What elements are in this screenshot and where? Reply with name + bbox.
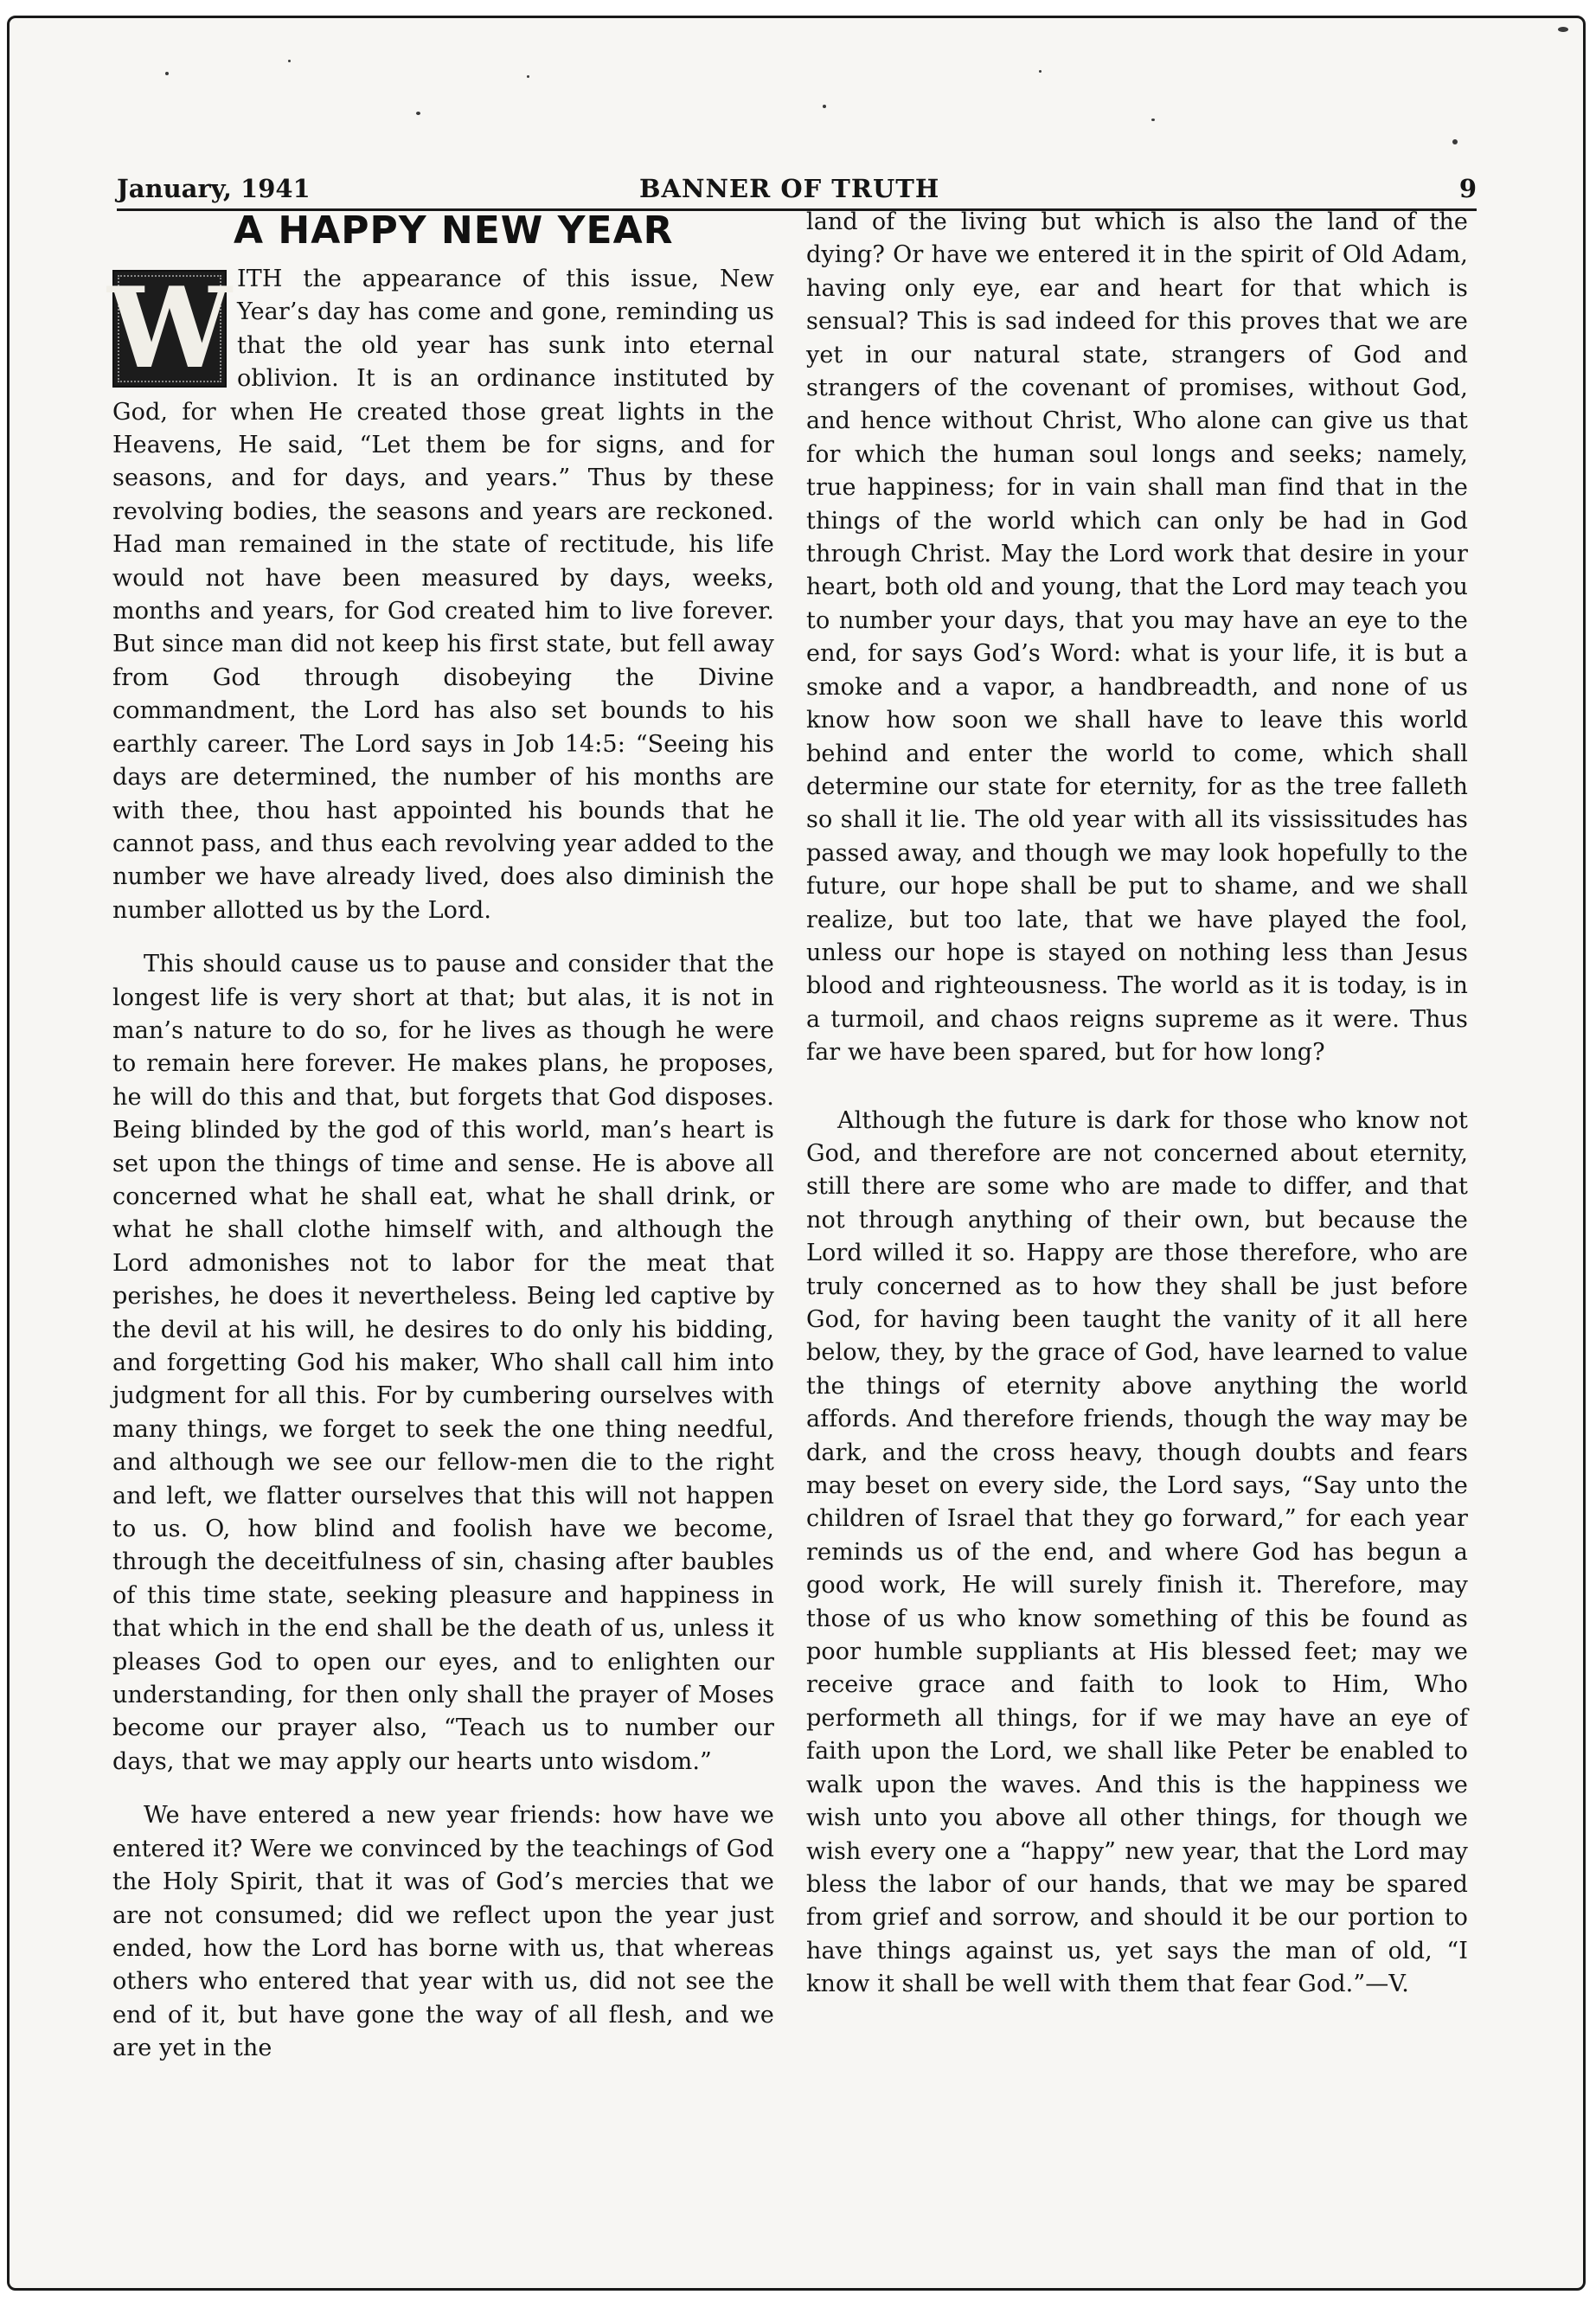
page-number: 9 [1458, 174, 1477, 203]
print-speck [527, 75, 529, 78]
print-speck [1151, 119, 1155, 121]
paragraph-2: This should cause us to pause and consider that the longest life is very short at that; but alas, it is not in man’s nature to do so, for he lives as though he were to remain here forever. He makes plans, he proposes, he will do this and that, but forgets that God disposes. Being blinded by the god of this world, man’s heart is set upon the things of time and sense. He is above all concerned what he shall eat, what he shall drink, or what he shall clothe himself with, and although the Lord admonishes not to labor for the meat that perishes, he does it nevertheless. Being led captive by the devil at his will, he desires to do only his bidding, and forgetting God his maker, Who shall call him into judgment for all this. For by cumbering ourselves with many things, we forget to seek the one thing needful, and although we see our fellow-men die to the right and left, we flatter ourselves that this will not happen to us. O, how blind and foolish have we become, through the deceitfulness of sin, chasing after baubles of this time state, seeking pleasure and happiness in that which in the end shall be the death of us, unless it pleases God to open our eyes, and to enlighten our understanding, for then only shall the prayer of Moses become our prayer also, “Teach us to number our days, that we may apply our hearts unto wisdom.” [112, 951, 774, 1775]
paragraph-4: Although the future is dark for those who know not God, and therefore are not concerned about eternity, still there are some who are made to differ, and that not through anything of their own, but because the Lord willed it so. Happy are those therefore, who are truly concerned as to how they shall be just before God, for having been taught the vanity of it all here below, they, by the grace of God, have learned to value the things of eternity above anything the world affords. And therefore friends, though the way may be dark, and the cross heavy, though doubts and fears may beset on every side, the Lord says, “Say unto the children of Israel that they go forward,” for each year reminds us of the end, and where God has begun a good work, He will surely finish it. Therefore, may those of us who know something of this be found as poor humble suppliants at His blessed feet; may we receive grace and faith to look to Him, Who performeth all things, for if we may have an eye of faith upon the Lord, we shall like Peter be enabled to walk upon the waves. And this is the happiness we wish unto you above all other things, for though we wish every one a “happy” new year, that the Lord may bless the labor of our hands, that we may be spared from grief and sorrow, and should it be our portion to have things against us, yet says the man of old, “I know it shall be well with them that fear God.”—V. [806, 1106, 1468, 1998]
print-speck [1039, 70, 1042, 73]
paragraph-3: We have entered a new year friends: how have we entered it? Were we convinced by the teachings of God the Holy Spirit, that it was of God’s mercies that we are not consumed; did we reflect upon the year just ended, how the Lord has borne with us, that whereas others who entered that year with us, did not see the end of it, but have gone the way of all flesh, and we are yet in the [112, 1802, 774, 2062]
print-speck [823, 105, 826, 108]
print-speck [1452, 139, 1458, 144]
article-title: A HAPPY NEW YEAR [234, 208, 674, 253]
right-column [806, 206, 1468, 2002]
publication-title: BANNER OF TRUTH [639, 174, 940, 203]
paragraph-1-text: ITH the appearance of this issue, New Year’s day has come and gone, reminding us that the old year has sunk into eternal oblivion. It is an ordinance instituted by God, for when He created those great lights in the Heavens, He said, “Let them be for signs, and for seasons, and for days, and years.” Thus by these revolving bodies, the seasons and years are reckoned. Had man remained in the state of rectitude, his life would not have been measured by days, weeks, months and years, for God created him to live forever. But since man did not keep his first state, but fell away from God through disobeying the Divine commandment, the Lord has also set bounds to his earthly career. The Lord says in Job 14:5: “Seeing his days are determined, the number of his months are with thee, thou hast appointed his bounds that he cannot pass, and thus each revolving year added to the number we have already lived, does also diminish the number allotted us by the Lord. [112, 266, 774, 924]
print-speck [288, 60, 291, 62]
left-column [107, 208, 774, 2066]
dropcap-letter: W [107, 264, 232, 394]
issue-date: January, 1941 [117, 174, 311, 203]
print-speck [1558, 27, 1568, 32]
paragraph-1 [107, 263, 774, 927]
dropcap-w-ornament [107, 264, 232, 394]
paragraph-3-continued: land of the living but which is also the land of the dying? Or have we entered it in the spirit of Old Adam, having only eye, ear and heart for that which is sensual? This is sad indeed for this proves that we are yet in our natural state, strangers of God and strangers of the covenant of promises, without God, and hence without Christ, Who alone can give us that for which the human soul longs and seeks; namely, true happiness; for in vain shall man find that in the things of the world which can only be had in God through Christ. May the Lord work that desire in your heart, both old and young, that the Lord may teach you to number your days, that you may have an eye to the end, for says God’s Word: what is your life, it is but a smoke and a vapor, a handbreadth, and none of us know how soon we shall have to leave this world behind and enter the world to come, which shall determine our state for eternity, for as the tree falleth so shall it lie. The old year with all its vississitudes has passed away, and though we may look hopefully to the future, our hope shall be put to shame, and we shall realize, but too late, that we have played the fool, unless our hope is stayed on nothing less than Jesus blood and righteousness. The world as it is today, is in a turmoil, and chaos reigns supreme as it were. Thus far we have been spared, but for how long? [806, 208, 1468, 1067]
print-speck [416, 112, 420, 115]
print-speck [165, 72, 169, 75]
